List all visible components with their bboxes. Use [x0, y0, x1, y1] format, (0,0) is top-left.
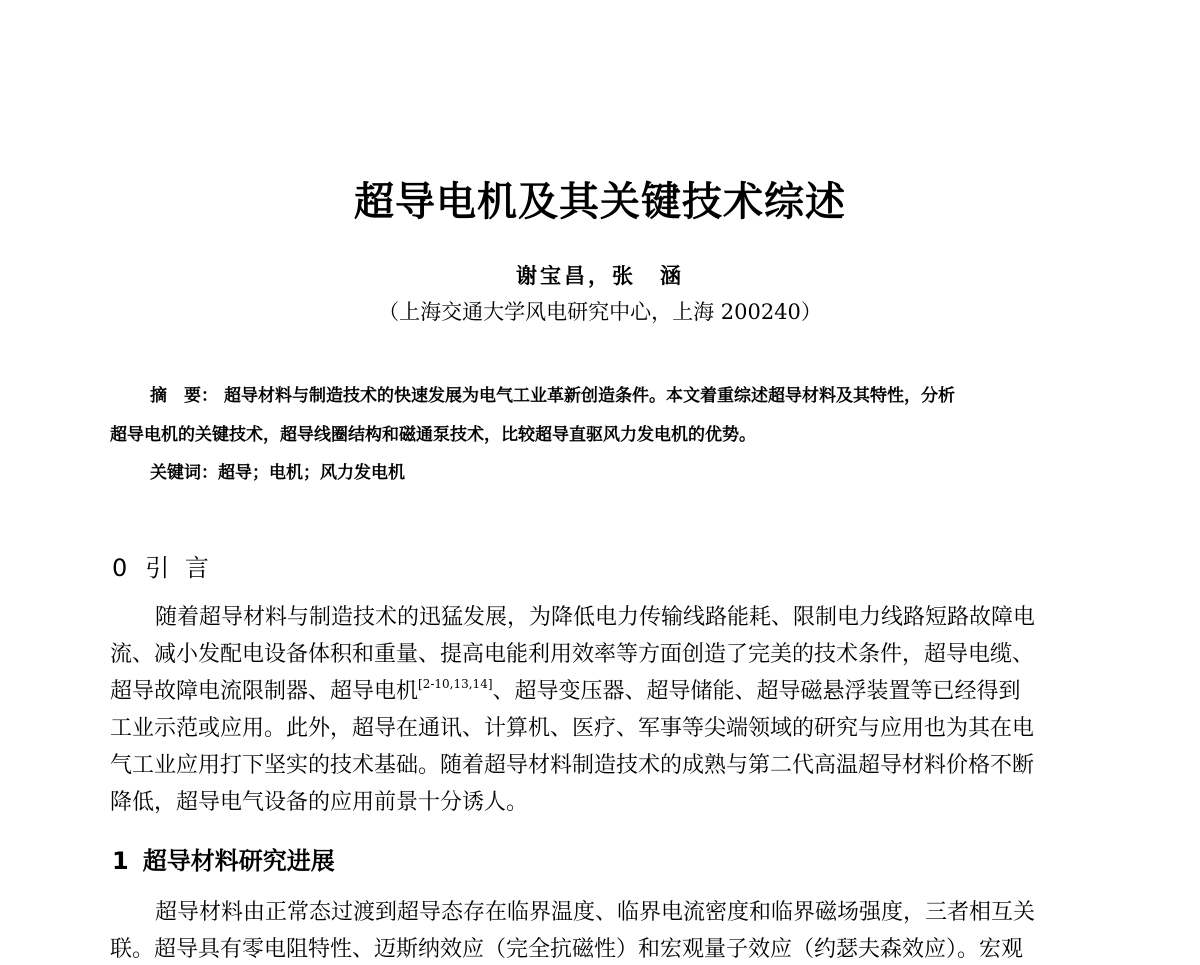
keywords-text: 超导；电机；风力发电机 — [218, 463, 405, 483]
citation[interactable]: [2-10,13,14] — [418, 677, 493, 691]
section-0-line-3-text-a: 超导故障电流限制器、超导电机 — [110, 679, 419, 704]
section-0-line-3 — [110, 677, 1021, 707]
abstract-label: 摘 要： — [150, 386, 218, 406]
section-0-line-5: 气工业应用打下坚实的技术基础。随着超导材料制造技术的成熟与第二代高温超导材料价格不断 — [110, 753, 1035, 778]
section-0-line-3-text-b: 、超导变压器、超导储能、超导磁悬浮装置等已经得到 — [492, 679, 1021, 704]
section-1-line-2: 联。超导具有零电阻特性、迈斯纳效应（完全抗磁性）和宏观量子效应（约瑟夫森效应）。宏观 — [110, 937, 1024, 962]
keywords-label: 关键词： — [150, 463, 218, 483]
section-1-line-1: 超导材料由正常态过渡到超导态存在临界温度、临界电流密度和临界磁场强度，三者相互关 — [155, 900, 1036, 925]
abstract-line-1 — [150, 384, 955, 408]
abstract-line-2: 超导电机的关键技术，超导线圈结构和磁通泵技术，比较超导直驱风力发电机的优势。 — [110, 425, 756, 445]
section-0-line-1: 随着超导材料与制造技术的迅猛发展，为降低电力传输线路能耗、限制电力线路短路故障电 — [155, 605, 1036, 630]
section-0-heading — [112, 552, 213, 584]
affiliation: （上海交通大学风电研究中心，上海 200240） — [378, 300, 822, 324]
section-0-number: 0 — [112, 554, 132, 582]
section-1-title: 超导材料研究进展 — [142, 847, 335, 875]
section-0-line-4: 工业示范或应用。此外，超导在通讯、计算机、医疗、军事等尖端领域的研究与应用也为其在电 — [110, 716, 1035, 741]
section-1-heading — [112, 845, 335, 877]
abstract-text-1: 超导材料与制造技术的快速发展为电气工业革新创造条件。本文着重综述超导材料及其特性，分析 — [224, 386, 955, 406]
section-1-number: 1 — [112, 847, 129, 875]
section-0-title: 引 言 — [145, 554, 213, 582]
keywords-line — [150, 461, 405, 485]
paper-title: 超导电机及其关键技术综述 — [354, 179, 846, 225]
authors: 谢宝昌，张 涵 — [516, 263, 684, 288]
section-0-line-6: 降低，超导电气设备的应用前景十分诱人。 — [110, 790, 529, 815]
section-0-line-2: 流、减小发配电设备体积和重量、提高电能利用效率等方面创造了完美的技术条件，超导电缆、 — [110, 642, 1035, 667]
